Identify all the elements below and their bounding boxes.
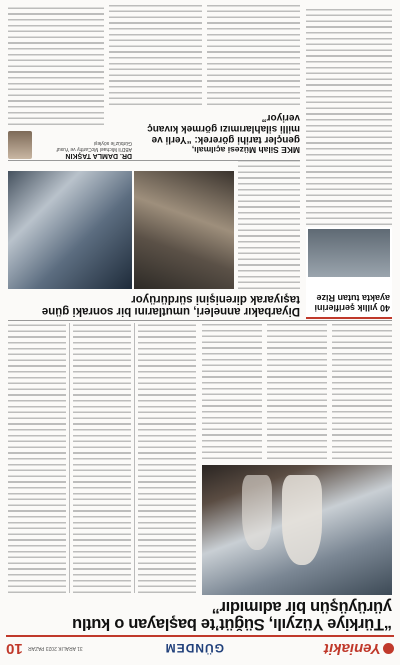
photo-figure <box>242 475 272 550</box>
article-column <box>267 323 327 459</box>
date-line: 31 ARALIK 2023 PAZAR <box>28 645 83 651</box>
author-name: DR. DAMLA TAŞKIN <box>65 152 132 159</box>
side-story-box <box>306 227 392 319</box>
article-column <box>138 323 196 593</box>
article-column <box>207 5 300 105</box>
section-divider <box>8 160 300 161</box>
article-column <box>73 323 131 593</box>
middle-photo <box>134 171 234 289</box>
author-photo <box>8 131 32 159</box>
middle-photo-secondary <box>8 171 132 289</box>
newspaper-logo: Yeniakit <box>324 640 394 657</box>
logo-circle-icon <box>383 643 394 654</box>
section-divider <box>8 320 392 321</box>
masthead <box>6 635 394 659</box>
article-column <box>8 323 66 593</box>
bottom-kicker: MKE Silah Müzesi açılmalı, <box>191 145 300 155</box>
article-column <box>332 323 392 459</box>
article-column <box>306 5 392 225</box>
article-column <box>238 161 300 289</box>
page-number: 10 <box>6 640 23 657</box>
middle-headline: Diyarbakır anneleri, umutlarını bir sonraki güne taşıyarak direnişini sürdürüyor <box>41 293 300 317</box>
side-story-photo <box>308 229 390 277</box>
side-story-headline: 40 yıllık şeriflerini ayakta tutan Rize <box>314 293 390 313</box>
bottom-headline: gençler tarihi görerek: “Yerli ve milli silahlarımızı görmek kıvanç veriyor” <box>147 112 300 145</box>
article-column <box>8 5 104 125</box>
section-title: GÜNDEM <box>164 641 224 655</box>
main-photo <box>202 465 392 595</box>
byline <box>8 129 132 159</box>
author-role: ABD’li Michael McCarthy ve Yusuf Gürbüz’le söyleşi <box>56 140 132 152</box>
photo-figure <box>282 475 322 565</box>
column-divider <box>134 323 135 593</box>
article-column <box>109 5 202 105</box>
article-column <box>202 323 262 459</box>
main-headline: “Türkiye Yüzyılı, Süğüt’te başlayan o kutlu yürüyüşün bir adımıdır” <box>72 598 392 633</box>
column-divider <box>69 323 70 593</box>
